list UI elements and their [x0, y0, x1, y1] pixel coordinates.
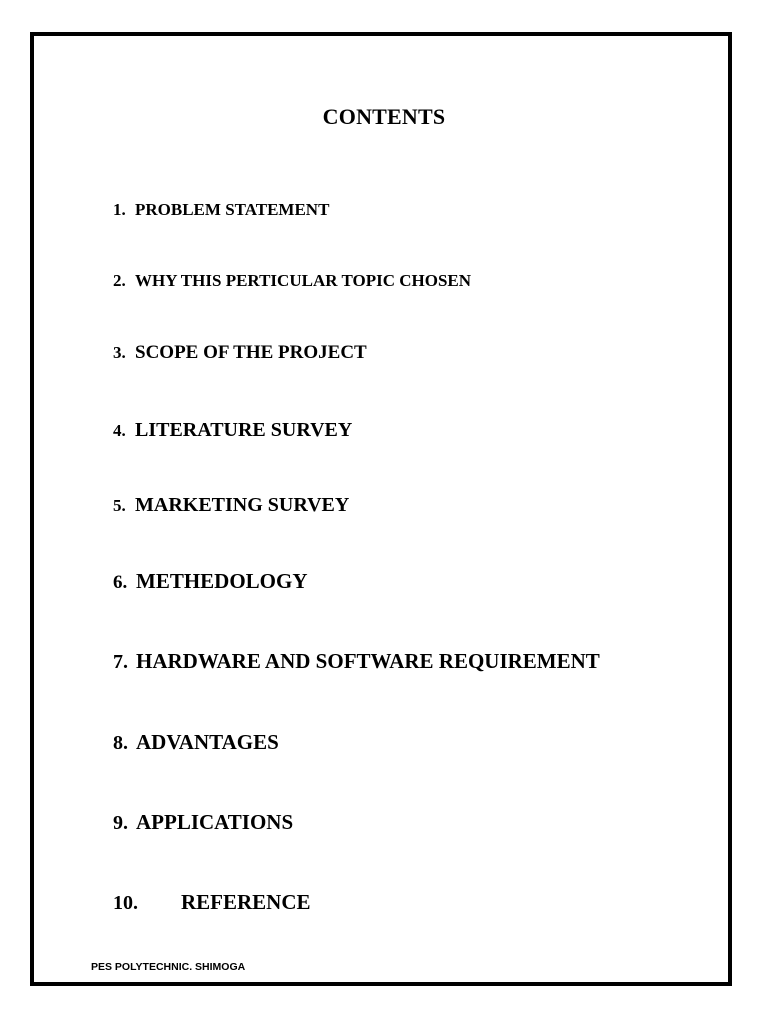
- toc-item-text: SCOPE OF THE PROJECT: [135, 342, 367, 363]
- toc-item: [113, 649, 600, 674]
- toc-item-number: 6.: [113, 572, 128, 593]
- toc-item: [113, 810, 293, 835]
- toc-item: [113, 200, 329, 220]
- toc-item-number: 9.: [113, 812, 128, 834]
- toc-item: [113, 342, 367, 364]
- toc-item-number: 5.: [113, 496, 126, 515]
- toc-item: [113, 890, 311, 915]
- toc-item-text: ADVANTAGES: [136, 730, 279, 754]
- toc-item: [113, 569, 308, 594]
- toc-item-number: 7.: [113, 651, 128, 673]
- toc-item-number: 8.: [113, 732, 128, 754]
- contents-title: CONTENTS: [322, 104, 446, 129]
- toc-item: [113, 494, 349, 517]
- toc-item-text: MARKETING SURVEY: [135, 494, 350, 516]
- toc-item-number: 10.: [113, 892, 138, 914]
- toc-item-number: 2.: [113, 271, 126, 290]
- toc-item-number: 4.: [113, 421, 126, 440]
- toc-item-text: METHEDOLOGY: [136, 569, 308, 593]
- toc-item-text: HARDWARE AND SOFTWARE REQUIREMENT: [136, 649, 600, 673]
- toc-item: [113, 730, 279, 755]
- footer-institution: PES POLYTECHNIC. SHIMOGA: [91, 961, 246, 973]
- toc-item-text: LITERATURE SURVEY: [135, 419, 353, 441]
- toc-item-text: REFERENCE: [181, 890, 311, 914]
- toc-item-text: WHY THIS PERTICULAR TOPIC CHOSEN: [135, 271, 472, 290]
- toc-item: [113, 271, 471, 291]
- toc-item-number: 3.: [113, 343, 126, 362]
- toc-item-text: APPLICATIONS: [136, 810, 294, 834]
- toc-item: [113, 419, 352, 442]
- toc-item-number: 1.: [113, 200, 126, 219]
- toc-item-text: PROBLEM STATEMENT: [135, 200, 330, 219]
